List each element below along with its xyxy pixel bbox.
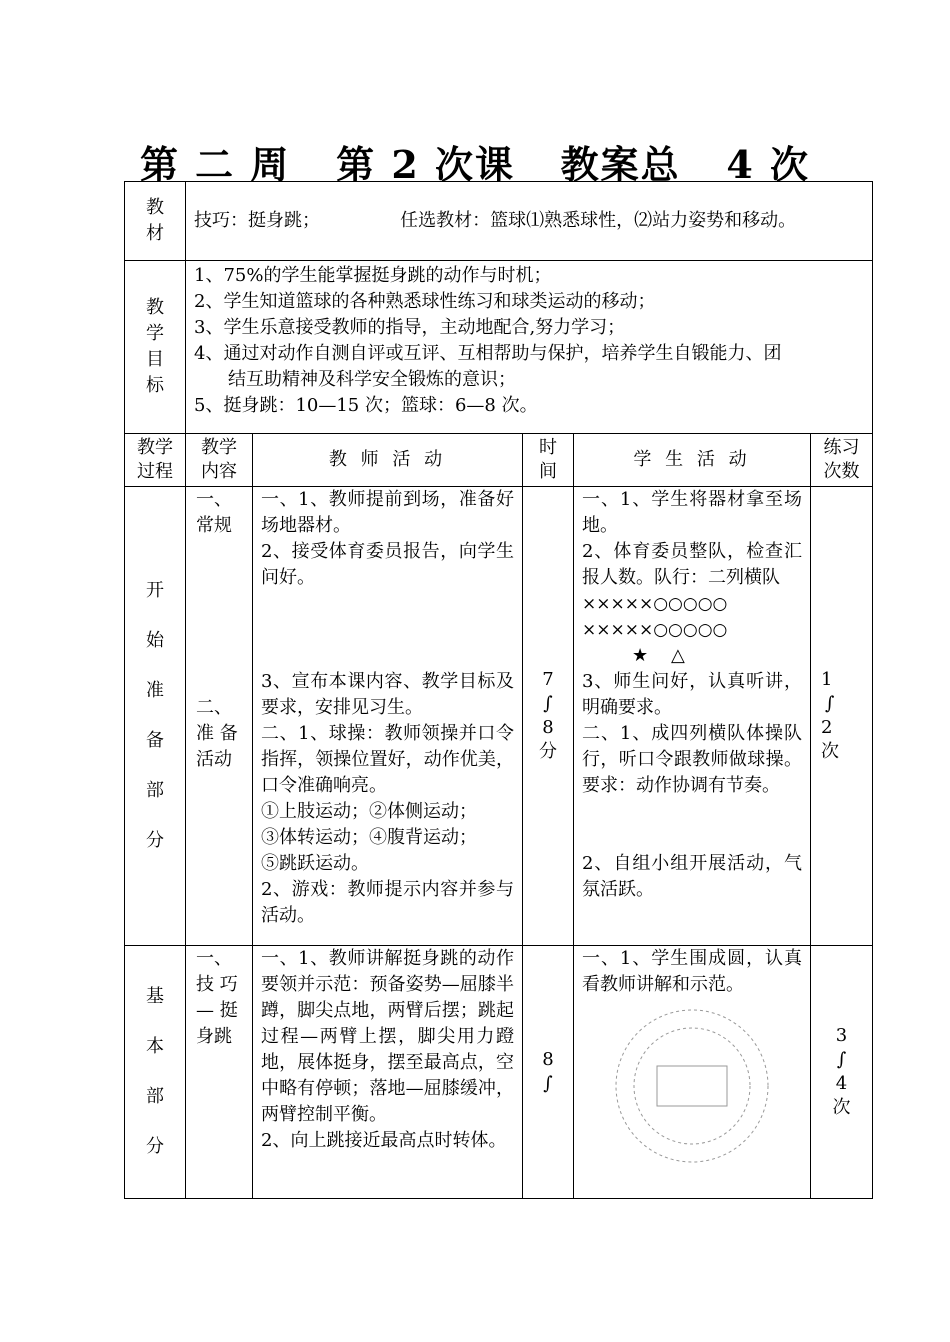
start-section-label: 开 始 准 备 部 分 (125, 487, 186, 946)
basic-section-time: 8 ∫ (523, 946, 574, 1199)
goal-line: 3、学生乐意接受教师的指导，主动地配合,努力学习； (194, 317, 626, 338)
goal-line: 1、75%的学生能掌握挺身跳的动作与时机； (194, 265, 552, 286)
material-content: 技巧：挺身跳； 任选教材：篮球⑴熟悉球性，⑵站力姿势和移动。 (186, 182, 873, 261)
goal-line: 4、通过对动作自测自评或互评、互相帮助与保护，培养学生自锻能力、团 (194, 343, 782, 364)
inner-circle (634, 1028, 750, 1144)
mat-rectangle (657, 1066, 727, 1106)
goal-line: 结互助精神及科学安全锻炼的意识； (228, 369, 516, 390)
goals-row (125, 261, 873, 434)
formation-row: ×××××○○○○○ (582, 620, 728, 640)
basic-section-teacher: 一、1、教师讲解挺身跳的动作要领并示范：预备姿势—屈膝半蹲，脚尖点地，两臂后摆；跳起过程—两臂上摆，脚尖用力蹬地，展体挺身，摆至最高点，空中略有停顿；落地—屈膝缓冲，两臂控制平衡。 2、向上跳接近最高点时转体。 (253, 946, 523, 1199)
goals-label: 教 学 目 标 (125, 261, 186, 434)
goals-content (186, 261, 873, 434)
formation-row: ×××××○○○○○ (582, 594, 728, 614)
start-section-row (125, 487, 873, 946)
basic-section-count: 3 ∫ 4 次 (811, 946, 873, 1199)
formation-teacher-markers: ★ △ (632, 645, 685, 666)
basic-section-label: 基 本 部 分 (125, 946, 186, 1199)
header-content: 教学 内容 (186, 434, 253, 487)
material-label: 教 材 (125, 182, 186, 261)
outer-circle (616, 1010, 768, 1162)
header-student: 学 生 活 动 (574, 434, 811, 487)
page-title: 第 二 周 第 2 次课 教案总 4 次 (139, 142, 811, 187)
start-section-time: 7 ∫ 8 分 (523, 487, 574, 946)
goal-line: 2、学生知道篮球的各种熟悉球性练习和球类运动的移动； (194, 291, 656, 312)
start-section-content: 一、 常规 二、 准 备 活动 (186, 487, 253, 946)
lesson-plan-table (124, 181, 873, 1199)
circle-formation-diagram (612, 1006, 772, 1166)
basic-section-content: 一、 技 巧 — 挺 身跳 (186, 946, 253, 1199)
start-section-teacher: 一、1、教师提前到场，准备好场地器材。 2、接受体育委员报告，向学生问好。 3、宣布本课内容、教学目标及要求，安排见习生。 二、1、球操：教师领操并口令指挥，领操位置好，动作优美，口令准确响亮。 ①上肢运动；②体侧运动； ③体转运动；④腹背运动； ⑤跳跃运动。 2、游戏：教师提示内容并参与活动。 (253, 487, 523, 946)
material-row (125, 182, 873, 261)
header-time: 时 间 (523, 434, 574, 487)
start-section-student: 一、1、学生将器材拿至场地。 2、体育委员整队，检查汇报人数。队行：二列横队 ×××××○○○○○ ×××××○○○○○ ★ △ 3、师生问好，认真听讲，明确要求。 二、1、成四列横队体操队行，听口令跟教师做球操。要求：动作协调有节奏。 2、自组小组开展活动，气氛活跃。 (574, 487, 811, 946)
header-count: 练习 次数 (811, 434, 873, 487)
header-teacher: 教 师 活 动 (253, 434, 523, 487)
header-process: 教学 过程 (125, 434, 186, 487)
basic-section-row (125, 946, 873, 1199)
basic-section-student: 一、1、学生围成圆，认真看教师讲解和示范。 (574, 946, 811, 1199)
goal-line: 5、挺身跳：10—15 次；篮球：6—8 次。 (194, 395, 538, 416)
header-row (125, 434, 873, 487)
start-section-count: 1 ∫ 2 次 (811, 487, 873, 946)
